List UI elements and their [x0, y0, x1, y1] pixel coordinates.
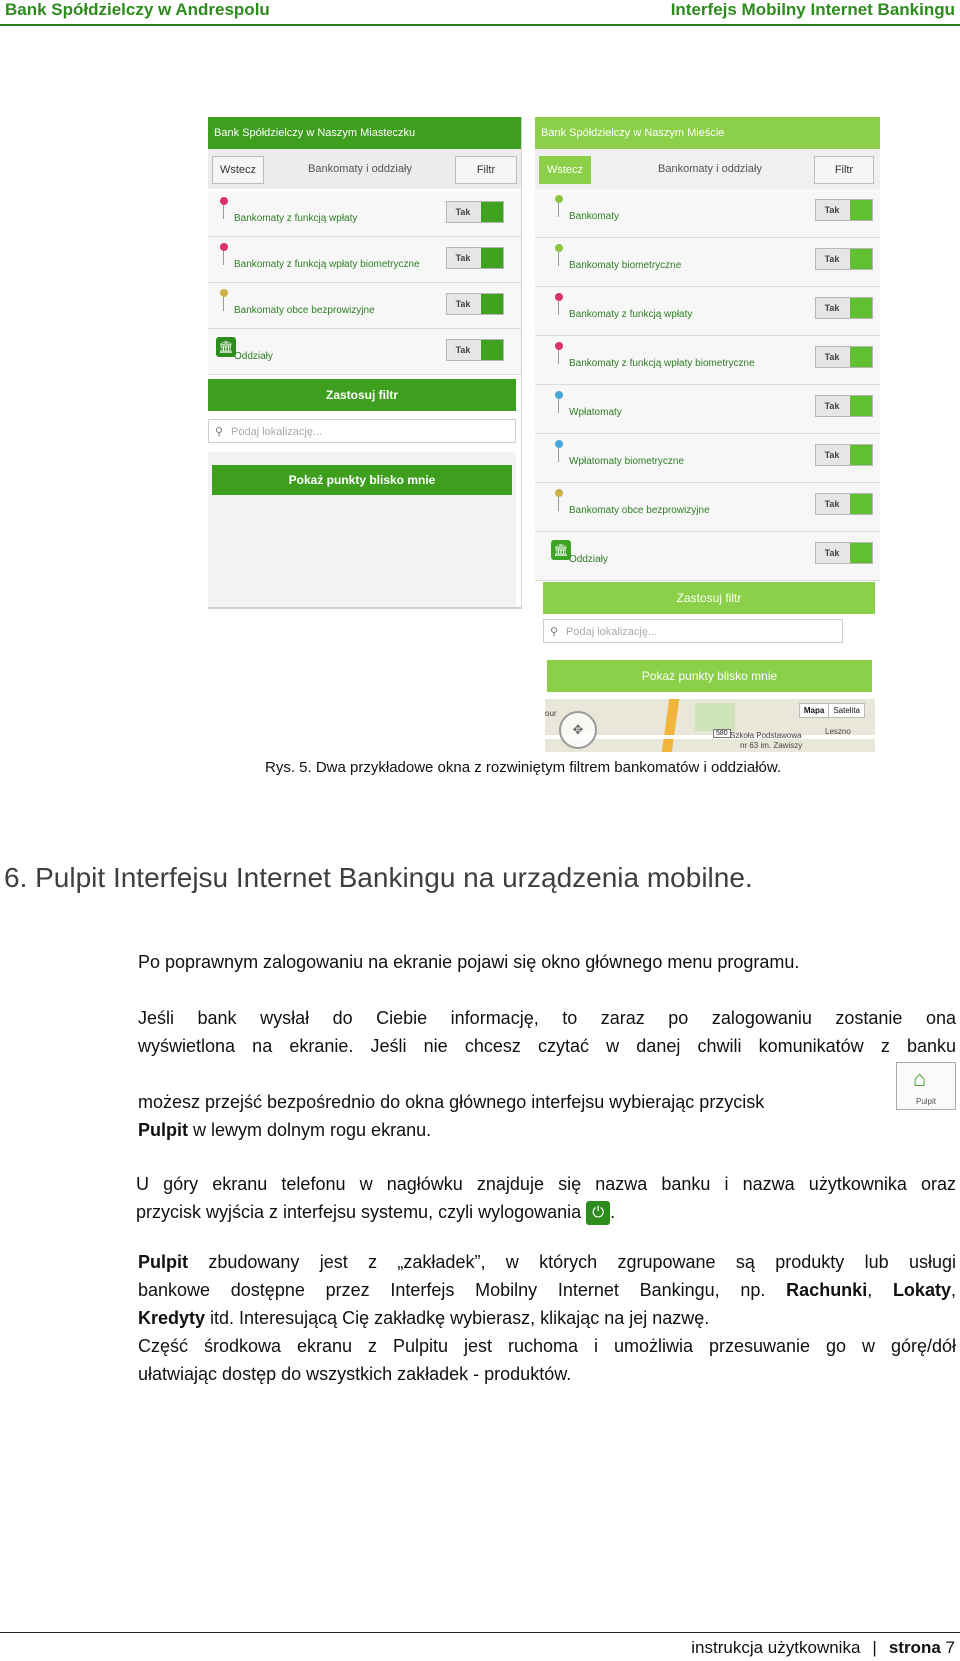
- map-type-satellite[interactable]: Satelita: [833, 706, 860, 715]
- filter-label: Bankomaty obce bezprowizyjne: [234, 305, 375, 316]
- section-heading: 6. Pulpit Interfejsu Internet Bankingu na urządzenia mobilne.: [4, 862, 753, 893]
- map-label: Leszno: [825, 727, 851, 736]
- paragraph-line: ułatwiając dostęp do wszystkich zakładek - produktów.: [138, 1364, 572, 1384]
- paragraph-line: [138, 1248, 956, 1276]
- filter-toggle[interactable]: [815, 297, 873, 319]
- header-product-name: Interfejs Mobilny Internet Bankingu: [670, 0, 955, 19]
- map-pin-icon: [220, 289, 228, 297]
- map-pin-icon: [555, 244, 563, 252]
- text-run: itd. Interesującą Cię zakładkę wybierasz, klikając na jej nazwę.: [205, 1308, 710, 1328]
- filter-row: [535, 434, 880, 483]
- toggle-knob: [850, 200, 872, 220]
- paragraph-line: wyświetlona na ekranie. Jeśli nie chcesz czytać w danej chwili komunikatów z banku: [138, 1036, 956, 1056]
- footer-divider: [0, 1632, 960, 1633]
- filter-row: [535, 385, 880, 434]
- phone1-title: Bank Spółdzielczy w Naszym Miasteczku: [208, 117, 521, 149]
- paragraph-line: U góry ekranu telefonu w nagłówku znajduje się nazwa banku i nazwa użytkownika oraz: [136, 1174, 956, 1194]
- filter-toggle[interactable]: [815, 542, 873, 564]
- back-button[interactable]: Wstecz: [212, 156, 264, 184]
- filter-toggle[interactable]: [815, 444, 873, 466]
- back-button[interactable]: Wstecz: [539, 156, 591, 184]
- phone2-toolbar: [535, 149, 880, 189]
- filter-label: Bankomaty biometryczne: [569, 260, 682, 271]
- toolbar-title: Bankomaty i oddziały: [658, 163, 762, 175]
- filter-button[interactable]: Filtr: [455, 156, 517, 184]
- filter-row: [535, 287, 880, 336]
- map-type-switch[interactable]: [799, 703, 865, 718]
- toggle-label: Tak: [824, 254, 840, 264]
- filter-toggle[interactable]: [815, 493, 873, 515]
- toggle-label: Tak: [824, 401, 840, 411]
- map-road: [661, 699, 679, 752]
- nearby-points-button[interactable]: Pokaż punkty blisko mnie: [212, 465, 512, 495]
- paragraph-line: [138, 1304, 956, 1332]
- toggle-label: Tak: [455, 207, 471, 217]
- search-placeholder: Podaj lokalizację...: [566, 626, 658, 638]
- paragraph-line: [138, 1276, 956, 1304]
- screenshot-phone-2: [535, 117, 880, 752]
- filter-row: [535, 238, 880, 287]
- map-pin-icon: [555, 489, 563, 497]
- map-label: our: [545, 709, 557, 718]
- filter-toggle[interactable]: [446, 339, 504, 361]
- map-pin-icon: [555, 391, 563, 399]
- search-icon: ⚲: [215, 426, 224, 438]
- filter-row: [535, 483, 880, 532]
- toggle-label: Tak: [824, 352, 840, 362]
- filter-toggle[interactable]: [815, 248, 873, 270]
- filter-row: [208, 283, 521, 329]
- toggle-label: Tak: [455, 299, 471, 309]
- filter-label: Wpłatomaty: [569, 407, 622, 418]
- map-pin-icon: [555, 440, 563, 448]
- toggle-label: Tak: [824, 303, 840, 313]
- filter-row: [535, 336, 880, 385]
- toggle-knob: [850, 298, 872, 318]
- text-run: zbudowany jest z „zakładek”, w których zgrupowane są produkty lub usługi: [188, 1252, 956, 1272]
- phone1-toolbar: [208, 149, 521, 189]
- map-pin-icon: [220, 197, 228, 205]
- header-bank-name: Bank Spółdzielczy w Andrespolu: [5, 0, 270, 19]
- map-pan-control-icon[interactable]: ✥: [559, 711, 597, 749]
- filter-label: Bankomaty z funkcją wpłaty biometryczne: [234, 259, 420, 270]
- toggle-label: Tak: [824, 205, 840, 215]
- filter-label: Oddziały: [569, 554, 608, 565]
- filter-label: Bankomaty obce bezprowizyjne: [569, 505, 710, 516]
- toggle-knob: [850, 494, 872, 514]
- text-run: ,: [950, 1280, 956, 1300]
- figure-caption: Rys. 5. Dwa przykładowe okna z rozwiniętym filtrem bankomatów i oddziałów.: [265, 759, 782, 776]
- toggle-knob: [481, 294, 503, 314]
- footer-label: instrukcja użytkownika: [691, 1638, 861, 1657]
- term-kredyty: Kredyty: [138, 1308, 206, 1328]
- toggle-knob: [850, 249, 872, 269]
- filter-label: Bankomaty z funkcją wpłaty biometryczne: [569, 358, 755, 369]
- footer-page-number: 7: [945, 1638, 955, 1657]
- toggle-label: Tak: [455, 253, 471, 263]
- toggle-knob: [481, 248, 503, 268]
- bank-icon: 🏛: [551, 540, 571, 560]
- search-placeholder: Podaj lokalizację...: [231, 426, 323, 438]
- toggle-label: Tak: [824, 450, 840, 460]
- toggle-label: Tak: [455, 345, 471, 355]
- filter-label: Bankomaty z funkcją wpłaty: [569, 309, 693, 320]
- filter-toggle[interactable]: [446, 201, 504, 223]
- map-label: nr 63 im. Zawiszy: [740, 741, 803, 750]
- location-search-input[interactable]: [543, 619, 843, 643]
- filter-label: Bankomaty z funkcją wpłaty: [234, 213, 358, 224]
- filter-label: Bankomaty: [569, 211, 620, 222]
- paragraph-line: Jeśli bank wysłał do Ciebie informację, to zaraz po zalogowaniu zostanie ona: [138, 1008, 956, 1028]
- nearby-points-button[interactable]: Pokaż punkty blisko mnie: [547, 660, 872, 692]
- screenshot-phone-1: [208, 117, 522, 609]
- text-run: ,: [867, 1280, 893, 1300]
- paragraph: Po poprawnym zalogowaniu na ekranie pojawi się okno głównego menu programu.: [138, 952, 800, 972]
- filter-row: [208, 237, 521, 283]
- toggle-knob: [850, 543, 872, 563]
- paragraph-line: możesz przejść bezpośrednio do okna głównego interfejsu wybierając przycisk: [138, 1092, 765, 1112]
- toggle-label: Tak: [824, 499, 840, 509]
- map-preview[interactable]: [545, 699, 875, 752]
- map-pin-icon: [220, 243, 228, 251]
- map-road-number: 580: [713, 729, 731, 738]
- map-label: Szkoła Podstawowa: [730, 731, 802, 740]
- location-search-input[interactable]: [208, 419, 516, 443]
- paragraph-line: Część środkowa ekranu z Pulpitu jest ruchoma i umożliwia przesuwanie go w górę/dół: [138, 1336, 956, 1356]
- pulpit-icon-label: Pulpit: [915, 1097, 936, 1106]
- toggle-knob: [850, 445, 872, 465]
- toggle-label: Tak: [824, 548, 840, 558]
- paragraph-line: [138, 1116, 956, 1144]
- text-run: w lewym dolnym rogu ekranu.: [188, 1120, 432, 1140]
- map-pin-icon: [555, 342, 563, 350]
- footer-page-label: strona: [888, 1638, 941, 1657]
- map-park: [695, 703, 735, 731]
- filter-row: [535, 532, 880, 581]
- apply-filter-button[interactable]: Zastosuj filtr: [543, 582, 875, 614]
- filter-toggle[interactable]: [815, 346, 873, 368]
- home-icon: ⌂: [913, 1066, 927, 1091]
- term-rachunki: Rachunki: [786, 1280, 868, 1300]
- paragraph-line: [136, 1198, 954, 1226]
- filter-toggle[interactable]: [815, 199, 873, 221]
- text-run: przycisk wyjścia z interfejsu systemu, czyli wylogowania: [136, 1202, 582, 1222]
- pulpit-button-illustration: [896, 1062, 956, 1110]
- filter-row: [208, 191, 521, 237]
- map-type-map[interactable]: Mapa: [800, 704, 829, 717]
- filter-button[interactable]: Filtr: [814, 156, 874, 184]
- phone2-title: Bank Spółdzielczy w Naszym Mieście: [535, 117, 880, 149]
- toggle-knob: [481, 202, 503, 222]
- filter-toggle[interactable]: [815, 395, 873, 417]
- filter-row: [535, 189, 880, 238]
- filter-toggle[interactable]: [446, 247, 504, 269]
- apply-filter-button[interactable]: Zastosuj filtr: [208, 379, 516, 411]
- term-lokaty: Lokaty: [892, 1280, 951, 1300]
- toggle-knob: [481, 340, 503, 360]
- search-icon: ⚲: [550, 626, 559, 638]
- map-pin-icon: [555, 293, 563, 301]
- filter-toggle[interactable]: [446, 293, 504, 315]
- page-footer: [691, 1638, 955, 1658]
- filter-label: Wpłatomaty biometryczne: [569, 456, 685, 467]
- filter-label: Oddziały: [234, 351, 273, 362]
- text-run: bankowe dostępne przez Interfejs Mobilny Internet Bankingu, np.: [138, 1280, 787, 1300]
- map-pin-icon: [555, 195, 563, 203]
- toggle-knob: [850, 347, 872, 367]
- toolbar-title: Bankomaty i oddziały: [308, 163, 412, 175]
- text-run: .: [610, 1202, 616, 1222]
- filter-row: [208, 329, 521, 375]
- logout-power-icon: ⏻: [586, 1201, 610, 1225]
- toggle-knob: [850, 396, 872, 416]
- pulpit-term: Pulpit: [138, 1120, 188, 1140]
- page-header: [0, 0, 960, 26]
- bank-icon: 🏛: [216, 337, 236, 357]
- pulpit-term: Pulpit: [138, 1252, 188, 1272]
- footer-separator: |: [872, 1638, 877, 1657]
